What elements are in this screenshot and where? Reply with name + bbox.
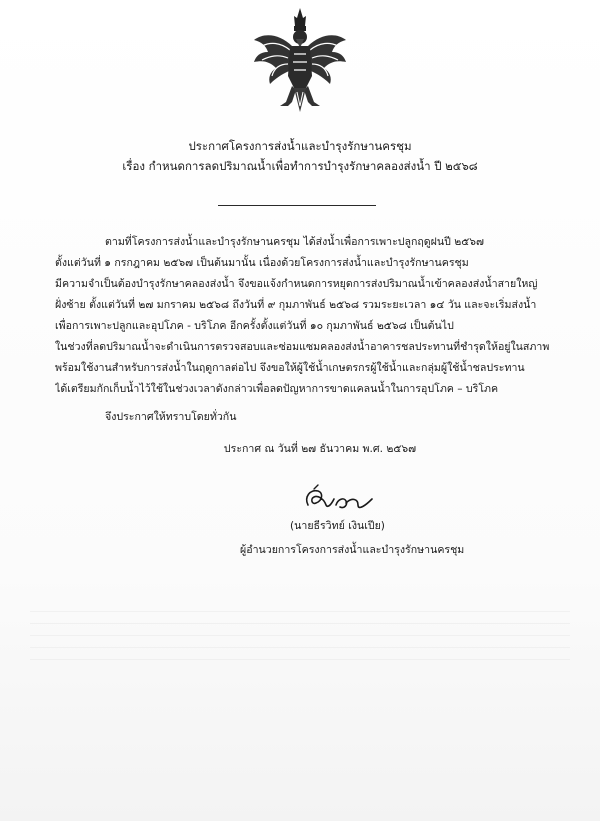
announcement-body [55,232,555,400]
handwritten-signature [300,483,380,517]
announcement-date: ประกาศ ณ วันที่ ๒๗ ธันวาคม พ.ศ. ๒๕๖๗ [223,443,417,455]
closing-statement: จึงประกาศให้ทราบโดยทั่วกัน [105,411,237,423]
announcement-title: ประกาศโครงการส่งน้ำและบำรุงรักษานครชุม [188,139,412,153]
body-line: ได้เตรียมกักเก็บน้ำไว้ใช้ในช่วงเวลาดังกล่าวเพื่อลดปัญหาการขาดแคลนน้ำในการอุปโภค – บริโภค [55,383,499,395]
body-line: เพื่อการเพาะปลูกและอุปโภค - บริโภค อีกครั้งตั้งแต่วันที่ ๑๐ กุมภาพันธ์ ๒๕๖๘ เป็นต้นไป [55,320,454,332]
body-line: มีความจำเป็นต้องบำรุงรักษาคลองส่งน้ำ จึงขอแจ้งกำหนดการหยุดการส่งปริมาณน้ำเข้าคลองส่งน้ำสายใหญ่ [55,278,538,290]
show-through-text [30,600,570,660]
body-line: ตั้งแต่วันที่ ๑ กรกฎาคม ๒๕๖๗ เป็นต้นมานั้น เนื่องด้วยโครงการส่งน้ำและบำรุงรักษานครชุม [55,257,469,269]
signer-title: ผู้อำนวยการโครงการส่งน้ำและบำรุงรักษานครชุม [240,544,465,556]
body-line: ในช่วงที่ลดปริมาณน้ำจะดำเนินการตรวจสอบและซ่อมแซมคลองส่งน้ำอาคารชลประทานที่ชำรุดให้อยู่ในสภาพ [55,341,550,353]
signer-name: (นายธีรวิทย์ เงินเปีย) [290,520,385,532]
announcement-subject: เรื่อง กำหนดการลดปริมาณน้ำเพื่อทำการบำรุงรักษาคลองส่งน้ำ ปี ๒๕๖๘ [122,159,478,173]
body-line: ตามที่โครงการส่งน้ำและบำรุงรักษานครชุม ได้ส่งน้ำเพื่อการเพาะปลูกฤดูฝนปี ๒๕๖๗ [105,236,484,248]
divider [218,205,376,206]
body-line: พร้อมใช้งานสำหรับการส่งน้ำในฤดูกาลต่อไป จึงขอให้ผู้ใช้น้ำเกษตรกรผู้ใช้น้ำและกลุ่มผู้ใช้น้ำชลประทาน [55,362,525,374]
body-line: ฝั่งซ้าย ตั้งแต่วันที่ ๒๗ มกราคม ๒๕๖๘ ถึงวันที่ ๙ กุมภาพันธ์ ๒๕๖๘ รวมระยะเวลา ๑๔ วัน และจะเริ่มส่งน้ำ [55,299,537,311]
garuda-emblem-icon [250,6,350,114]
